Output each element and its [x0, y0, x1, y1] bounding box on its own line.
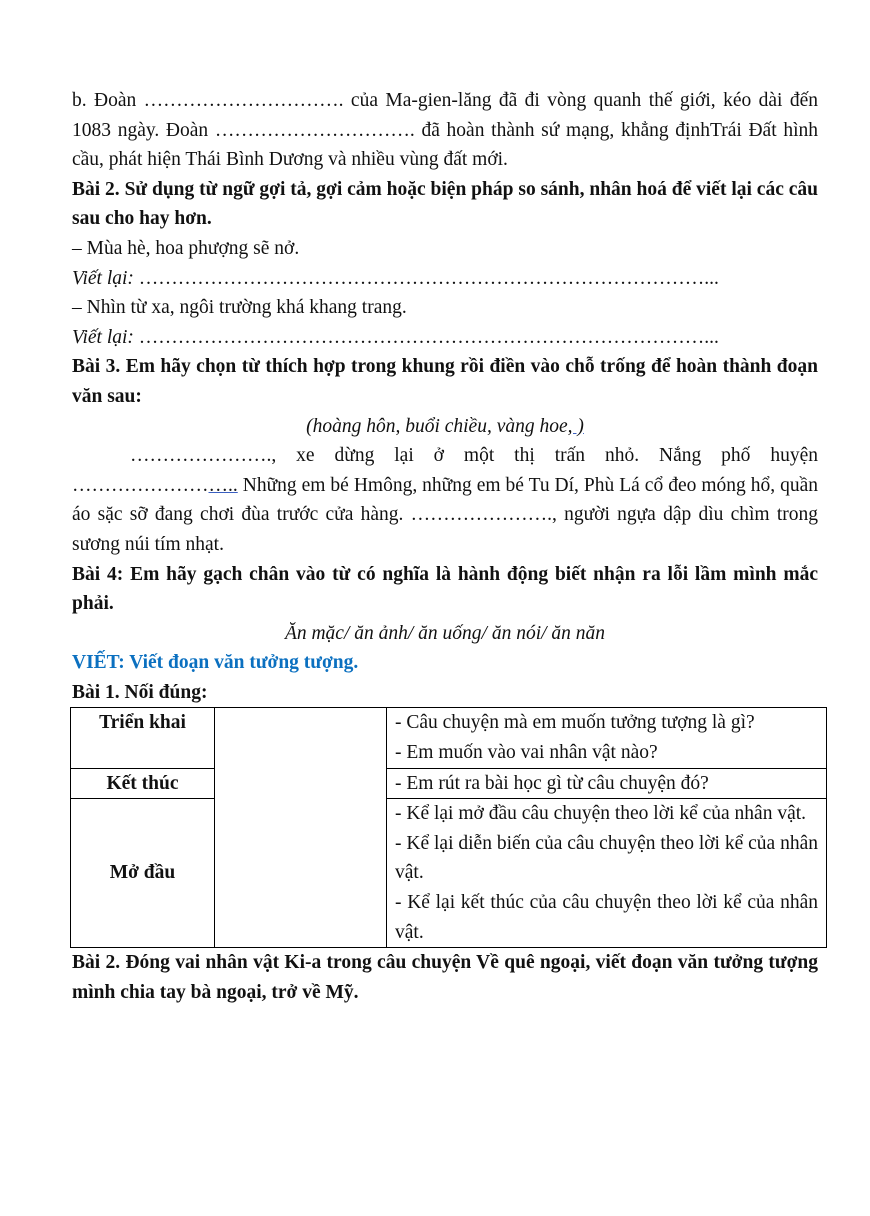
- bai4-title: Bài 4: Em hãy gạch chân vào từ có nghĩa là hành động biết nhận ra lỗi lầm mình mắc phải.: [72, 563, 818, 615]
- matching-table: [70, 707, 827, 948]
- paragraph-underlined: …..: [208, 474, 238, 496]
- bai4-options: Ăn mặc/ ăn ảnh/ ăn uống/ ăn nói/ ăn năn: [284, 622, 606, 644]
- rewrite-label: Viết lại:: [72, 326, 134, 348]
- right-line: - Kể lại diễn biến của câu chuyện theo lời kể của nhân vật.: [395, 832, 818, 884]
- middle-blank-cell: [215, 708, 387, 948]
- right-line: - Câu chuyện mà em muốn tưởng tượng là gì?: [395, 712, 755, 734]
- viet-bai1-title: Bài 1. Nối đúng:: [72, 681, 208, 703]
- bai2-sentence-1: – Mùa hè, hoa phượng sẽ nở.: [72, 237, 300, 259]
- viet-heading: VIẾT: Viết đoạn văn tưởng tượng.: [72, 652, 359, 674]
- right-cell: [387, 768, 827, 799]
- viet-bai2-title: Bài 2. Đóng vai nhân vật Ki-a trong câu chuyện Về quê ngoại, viết đoạn văn tưởng tượng mình chia tay bà ngoại, trở về Mỹ.: [72, 952, 818, 1003]
- document-page: [72, 86, 818, 1007]
- table-row: [71, 708, 827, 768]
- right-line: - Kể lại kết thúc của câu chuyện theo lời kể của nhân vật.: [395, 892, 818, 943]
- bai2-title: Bài 2. Sử dụng từ ngữ gợi tả, gợi cảm hoặc biện pháp so sánh, nhân hoá để viết lại các câu sau cho hay hơn.: [72, 178, 818, 230]
- rewrite-label: Viết lại:: [72, 267, 134, 289]
- table-row: [71, 799, 827, 948]
- bai2-rewrite-2: [72, 323, 818, 353]
- bai2-sentence-2: – Nhìn từ xa, ngôi trường khá khang trang.: [72, 297, 407, 319]
- bai3-paragraph: [72, 441, 818, 559]
- paragraph-part-2: Những em bé Hmông, những em bé Tu Dí, Phù Lá cổ đeo móng hổ, quần áo sặc sỡ đang chơi đùa trước cửa hàng. …………………., người ngựa dập dìu chìm trong sương núi tím nhạt.: [72, 474, 818, 555]
- left-cell: Mở đầu: [71, 799, 215, 948]
- right-line: - Em rút ra bài học gì từ câu chuyện đó?: [395, 772, 709, 794]
- right-cell: [387, 708, 827, 768]
- right-line: - Em muốn vào vai nhân vật nào?: [395, 742, 658, 764]
- right-cell: [387, 799, 827, 948]
- left-cell: Kết thúc: [71, 768, 215, 799]
- bai2-rewrite-1: [72, 264, 818, 294]
- table-row: [71, 768, 827, 799]
- answer-blank[interactable]: ……………………………………………………………………………...: [133, 326, 719, 348]
- bai3-title: Bài 3. Em hãy chọn từ thích hợp trong khung rồi điền vào chỗ trống để hoàn thành đoạn văn sau:: [72, 356, 818, 407]
- exercise-part-b: b. Đoàn …………………………. của Ma-gien-lăng đã đi vòng quanh thế giới, kéo dài đến 1083 ngày. Đoàn …………………………. đã hoàn thành sứ mạng, khẳng địnhTrái Đất hình cầu, phát hiện Thái Bình Dương và nhiều vùng đất mới.: [72, 90, 818, 171]
- left-cell: Triển khai: [71, 708, 215, 768]
- paragraph-part-1: …………………., xe dừng lại ở một thị trấn nhỏ. Nắng phố huyện …………………: [72, 445, 818, 496]
- right-line: - Kể lại mở đầu câu chuyện theo lời kể của nhân vật.: [395, 803, 807, 825]
- options-text: (hoàng hôn, buổi chiều, vàng hoe: [306, 415, 568, 437]
- options-suffix: , ): [567, 415, 584, 437]
- answer-blank[interactable]: ……………………………………………………………………………...: [133, 267, 719, 289]
- bai3-options: [72, 412, 818, 442]
